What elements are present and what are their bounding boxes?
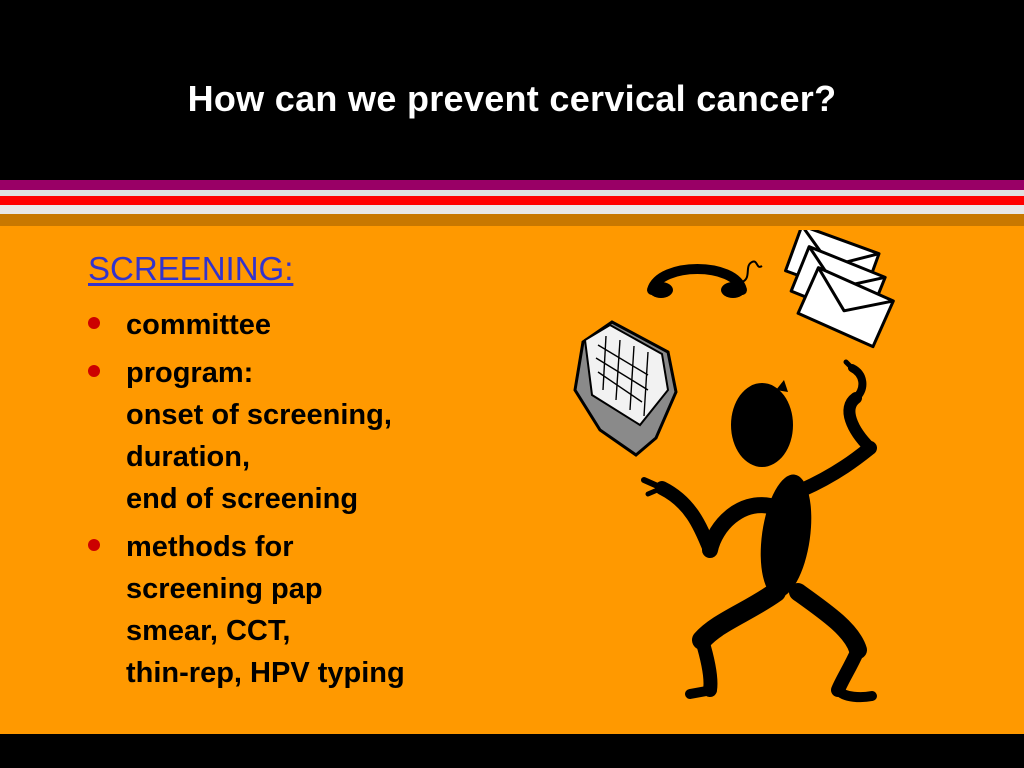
dark-orange-stripe (0, 214, 1024, 226)
bullet-item-methods (88, 526, 405, 694)
juggling-figure-icon (560, 230, 910, 710)
bullet-line: committee (126, 309, 272, 341)
red-stripe (0, 196, 1024, 205)
title-bar (0, 0, 1024, 180)
bullet-line: onset of screening, (126, 399, 392, 431)
telephone-icon (649, 261, 762, 298)
bullet-line: program: (126, 357, 254, 389)
bullet-item-program (88, 352, 405, 520)
footer-bar (0, 734, 1024, 768)
bullet-line: duration, (126, 441, 251, 473)
bullet-line: screening pap (126, 573, 323, 605)
bullet-item-committee (88, 304, 405, 346)
bullet-line: thin-rep, HPV typing (126, 657, 405, 689)
bullet-dot-icon (88, 365, 100, 377)
bullet-dot-icon (88, 317, 100, 329)
white-stripe (0, 205, 1024, 214)
bullet-line: end of screening (126, 483, 359, 515)
envelope-icon (786, 230, 894, 347)
keyboard-icon (575, 322, 676, 455)
bullet-dot-icon (88, 539, 100, 551)
purple-stripe (0, 180, 1024, 190)
section-heading: SCREENING: (88, 250, 294, 287)
slide-title: How can we prevent cervical cancer? (187, 78, 837, 119)
bullet-line: methods for (126, 531, 294, 563)
bullet-line: smear, CCT, (126, 615, 291, 647)
bullet-list (88, 304, 405, 700)
